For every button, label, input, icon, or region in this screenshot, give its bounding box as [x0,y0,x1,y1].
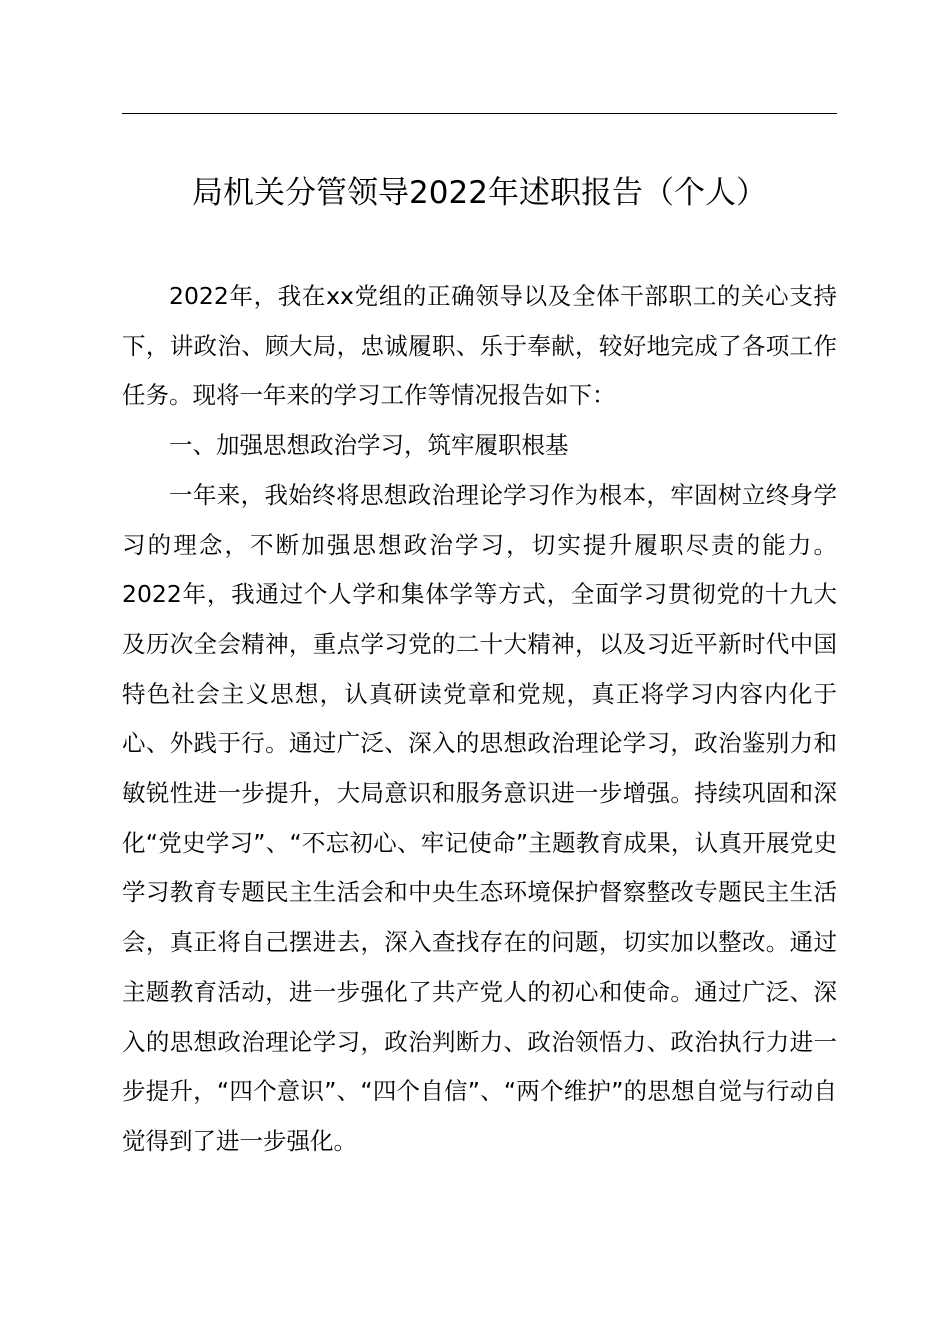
intro-paragraph: 2022年，我在xx党组的正确领导以及全体干部职工的关心支持下，讲政治、顾大局，忠诚履职、乐于奉献，较好地完成了各项工作任务。现将一年来的学习工作等情况报告如下： [122,282,837,410]
section-heading-1: 一、加强思想政治学习，筑牢履职根基 [169,431,569,460]
document-body [122,272,837,1167]
document-title: 局机关分管领导2022年述职报告（个人） [192,175,767,211]
section-1-paragraph: 一年来，我始终将思想政治理论学习作为根本，牢固树立终身学习的理念，不断加强思想政治学习，切实提升履职尽责的能力。2022年，我通过个人学和集体学等方式，全面学习贯彻党的十九大及历次全会精神，重点学习党的二十大精神，以及习近平新时代中国特色社会主义思想，认真研读党章和党规，真正将学习内容内化于心、外践于行。通过广泛、深入的思想政治理论学习，政治鉴别力和敏锐性进一步提升，大局意识和服务意识进一步增强。持续巩固和深化“党史学习”、“不忘初心、牢记使命”主题教育成果，认真开展党史学习教育专题民主生活会和中央生态环境保护督察整改专题民主生活会，真正将自己摆进去，深入查找存在的问题，切实加以整改。通过主题教育活动，进一步强化了共产党人的初心和使命。通过广泛、深入的思想政治理论学习，政治判断力、政治领悟力、政治执行力进一步提升，“四个意识”、“四个自信”、“两个维护”的思想自觉与行动自觉得到了进一步强化。 [122,480,837,1155]
header-rule [122,113,837,114]
